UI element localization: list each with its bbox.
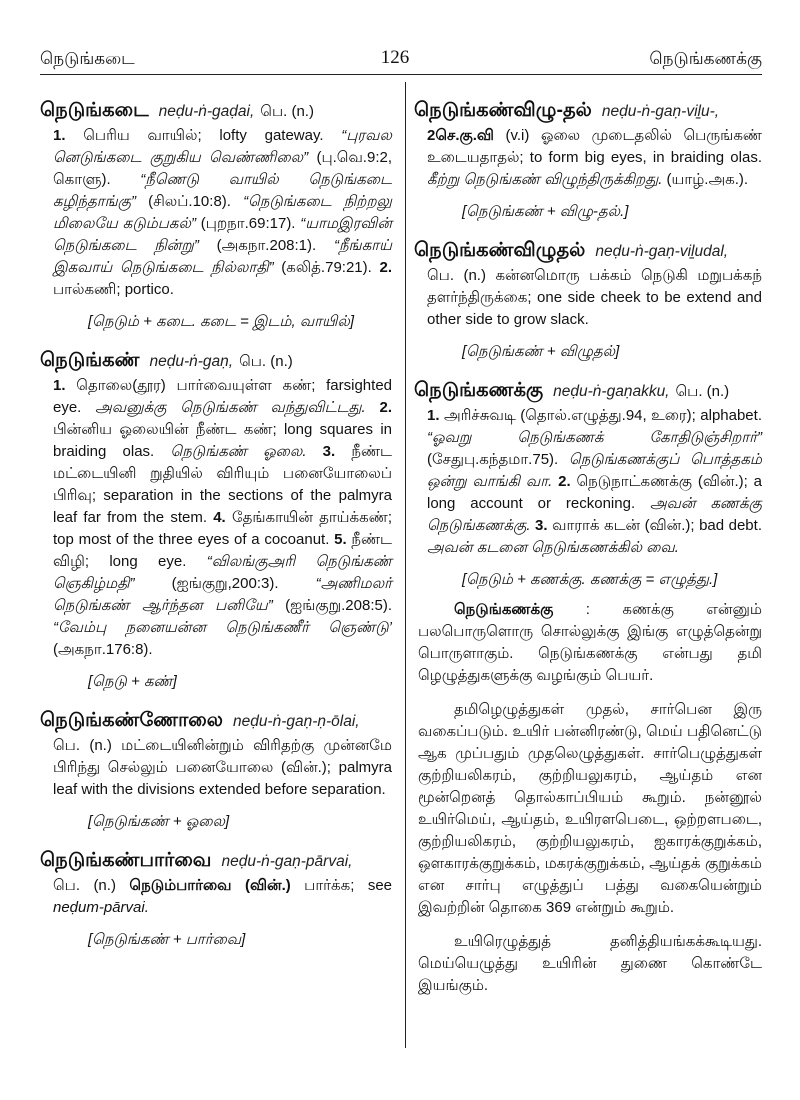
text-segment: 2. — [365, 399, 392, 416]
etymology: [நெடு + கண்] — [88, 673, 177, 690]
text-segment: “நெடுங்கடை நிற்றலு மிலையே கடும்பகல்” — [53, 193, 393, 232]
text-segment: “ஓவறு நெடுங்கணக் கோதிடுஞ்சிறார்” — [427, 429, 762, 446]
text-segment: (யாழ்.அக.). — [662, 171, 749, 188]
text-segment: நெடுங்கண் ஓலை. — [170, 443, 307, 460]
text-segment: தொலை(தூர) பார்வையுள்ள கண்; farsighted eye. — [53, 377, 393, 416]
text-segment: 1. — [53, 377, 77, 394]
note-paragraph — [418, 699, 762, 919]
text-segment: : கணக்கு என்னும் பலபொருளொரு சொல்லுக்கு இங்கு எழுத்தென்று பொருளாகும். நெடுங்கணக்கு என்பது தமி ழெழுத்துகளுக்கு வழங்கும் பெயர். — [418, 601, 762, 684]
text-segment: உயிரெழுத்துத் தனித்தியங்கக்கூடியது. மெய்யெழுத்து உயிரின் துணை கொண்டே இயங்கும். — [418, 933, 762, 994]
text-segment: பார்க்க; see — [290, 877, 392, 894]
dictionary-entry — [414, 377, 762, 591]
text-segment: 4. — [213, 509, 232, 526]
entry-definition — [53, 735, 392, 801]
text-segment: (அகநா.208:1). — [198, 237, 334, 254]
text-segment: (பு.வெ.9:2, கொளு). — [53, 149, 392, 188]
page-number: 126 — [380, 47, 410, 68]
text-segment: பெ. (n.) மட்டையினின்றும் விரிதற்கு முன்னமே பிரிந்து செல்லும் பனையோலை (வின்.); palmyra leaf with the divisions extended before separation. — [53, 737, 392, 798]
entry-definition — [53, 875, 392, 919]
transliteration: neḍu-ṅ-gaṇ, — [149, 353, 234, 370]
headword: நெடுங்கண் — [40, 349, 140, 371]
text-segment: (ஐங்குறு,200:3). — [134, 575, 316, 592]
text-segment: வாராக் கடன் (வின்.); bad debt. — [552, 517, 762, 534]
text-segment: “யாமஇரவின் நெடுங்கடை நின்று” — [53, 215, 392, 254]
entry-headword-line — [40, 97, 392, 125]
text-segment: 2. — [552, 473, 577, 490]
dictionary-entry — [40, 847, 392, 951]
part-of-speech: பெ. (n.) — [675, 383, 730, 400]
text-segment: நீண்ட மட்டையினி றுதியில் விரியும் பனையோலைப் பிரிவு; separation in the sections of the palmyra leaf far from the stem. — [53, 443, 392, 526]
left-column — [40, 97, 392, 1003]
headword: நெடுங்கணக்கு — [414, 379, 544, 401]
text-segment: அவன் கணக்கு நெடுங்கணக்கு. — [427, 495, 762, 534]
entry-headword-line — [414, 237, 762, 265]
running-head-left: நெடுங்கடை — [40, 49, 135, 68]
headword: நெடுங்கடை — [40, 99, 149, 121]
headword: நெடுங்கண்விழுதல் — [414, 239, 586, 261]
text-segment: நெடுங்கணக்கு — [454, 601, 554, 618]
text-segment: 3. — [306, 443, 352, 460]
right-column — [414, 97, 762, 1049]
text-segment: 1. — [427, 407, 444, 424]
etymology: [நெடுங்கண் + ஓலை] — [88, 813, 230, 830]
text-segment: (கலித்.79:21). — [273, 259, 380, 276]
transliteration: neḍu-ṅ-gaṇ-viḻudal, — [595, 243, 729, 260]
text-segment: (சேதுபு.கந்தமா.75). — [427, 451, 569, 468]
dictionary-entry — [40, 707, 392, 833]
etymology: [நெடுங்கண் + பார்வை] — [88, 931, 246, 948]
entry-definition — [53, 125, 392, 301]
etymology: [நெடுங்கண் + விழுதல்] — [462, 343, 620, 360]
header-rule — [40, 74, 762, 75]
text-segment: தேங்காயின் தாய்க்கண்; top most of the three eyes of a cocoanut. — [53, 509, 392, 548]
text-segment: “விலங்குஅரி நெடுங்கண் ஞெகிழ்மதி” — [53, 553, 392, 592]
text-segment: அரிச்சுவடி (தொல்.எழுத்து.94, உரை); alphabet. — [443, 407, 762, 424]
text-segment: நெடுங்கணக்குப் பொத்தகம் ஒன்று வாங்கி வா. — [427, 451, 762, 490]
entry-definition — [427, 125, 762, 191]
text-segment: (சிலப்.10:8). — [135, 193, 244, 210]
etymology: [நெடும் + கடை. கடை = இடம், வாயில்] — [88, 313, 355, 330]
text-segment: neḍum-pārvai. — [53, 899, 149, 916]
part-of-speech: பெ. (n.) — [260, 103, 314, 120]
note-paragraph — [418, 599, 762, 687]
entry-headword-line — [40, 847, 392, 875]
text-segment: கீற்று நெடுங்கண் விழுந்திருக்கிறது. — [427, 171, 663, 188]
transliteration: neḍu-ṅ-gaṇ-viḻu-, — [601, 103, 720, 120]
text-segment: 1. — [53, 127, 84, 144]
note-paragraph — [418, 931, 762, 997]
entry-headword-line — [414, 377, 762, 405]
text-segment: பால்கணி; portico. — [53, 281, 174, 298]
text-segment: (v.i) ஓலை முடைதலில் பெருங்கண் உடையதாதல்; to form big eyes, in braiding olas. — [427, 127, 762, 166]
entry-definition — [53, 375, 392, 661]
dictionary-entry — [40, 97, 392, 333]
running-head-right: நெடுங்கணக்கு — [649, 49, 762, 68]
text-segment: 2செ.கு.வி — [427, 127, 494, 144]
text-segment: பெ. (n.) கன்னமொரு பக்கம் நெடுகி மறுபக்கந் தளர்ந்திருக்கை; one side cheek to be extend and other side to grow slack. — [427, 267, 762, 328]
text-segment: “புரவல னெடுங்கடை குறுகிய வெண்ணிலை” — [53, 127, 392, 166]
headword: நெடுங்கண்பார்வை — [40, 849, 212, 871]
text-segment: பின்னிய ஓலையின் நீண்ட கண்; long squares in braiding olas. — [53, 421, 392, 460]
transliteration: neḍu-ṅ-gaṇ-ṇ-ōlai, — [232, 713, 360, 730]
entry-definition — [427, 405, 762, 559]
etymology: [நெடும் + கணக்கு. கணக்கு = எழுத்து.] — [462, 571, 718, 588]
text-segment: (ஐங்குறு.208:5). — [272, 597, 392, 614]
text-segment: “வேம்பு நனையன்ன நெடுங்கணீர் ஞெண்டு’ — [53, 619, 392, 636]
text-segment: (அகநா.176:8). — [53, 641, 153, 658]
text-segment: 3. — [530, 517, 553, 534]
text-segment: பெரிய வாயில்; lofty gateway. — [83, 127, 342, 144]
dictionary-entry — [414, 97, 762, 223]
transliteration: neḍu-ṅ-gaṇakku, — [553, 383, 670, 400]
text-segment: தமிழெழுத்துகள் முதல், சார்பென இரு வகைப்படும். உயிர் பன்னிரண்டு, மெய் பதினெட்டு ஆக முப்பதும் முதலெழுத்துகள். சார்பெழுத்துகள் குற்றியலிகரம், குற்றியலுகரம், ஆய்தம் என மூன்றெனத் தொல்காப்பியம் கூறும். நன்னூல் உயிர்மெய், ஆய்தம், உயிரளபெடை, ஒற்றளபடை, குற்றியலிகரம், குற்றியலுகரம், ஐகாரக்குறுக்கம், ஒளகாரக்குறுக்கம், மகரக்குறுக்கம், ஆய்தக் குறுக்கம் என சார்பு எழுத்துப் பத்து வகையென்றும் இவற்றின் தொகை 369 என்றும் கூறும். — [418, 701, 762, 916]
text-segment: நெடுநாட்கணக்கு (வின்.); a long account or reckoning. — [427, 473, 762, 512]
entry-headword-line — [414, 97, 762, 125]
text-segment: நெடும்பார்வை (வின்.) — [129, 877, 291, 894]
entry-headword-line — [40, 347, 392, 375]
text-segment: 2. — [379, 259, 392, 276]
text-segment: பெ. (n.) — [53, 877, 130, 894]
text-segment: அவனுக்கு நெடுங்கண் வந்துவிட்டது. — [95, 399, 366, 416]
text-segment: (புறநா.69:17). — [195, 215, 301, 232]
headword: நெடுங்கண்ணோலை — [40, 709, 223, 731]
text-segment: “நீணெடு வாயில் நெடுங்கடை கழிந்தாங்கு” — [53, 171, 392, 210]
entry-headword-line — [40, 707, 392, 735]
text-segment: 5. — [334, 531, 352, 548]
etymology: [நெடுங்கண் + விழு-தல்.] — [462, 203, 629, 220]
part-of-speech: பெ. (n.) — [239, 353, 293, 370]
text-segment: “அணிமலர் நெடுங்கண் ஆர்ந்தன பனியே” — [53, 575, 392, 614]
text-segment: அவன் கடனை நெடுங்கணக்கில் வை. — [427, 539, 679, 556]
dictionary-entry — [40, 347, 392, 693]
entry-definition — [427, 265, 762, 331]
text-segment: “நீங்காய் இகவாய் நெடுங்கடை நில்லாதி” — [53, 237, 392, 276]
transliteration: neḍu-ṅ-gaḍai, — [158, 103, 255, 120]
dictionary-entry — [414, 237, 762, 363]
text-segment: நீண்ட விழி; long eye. — [53, 531, 392, 570]
column-divider — [405, 82, 406, 1048]
transliteration: neḍu-ṅ-gaṇ-pārvai, — [221, 853, 353, 870]
headword: நெடுங்கண்விழு-தல் — [414, 99, 592, 121]
